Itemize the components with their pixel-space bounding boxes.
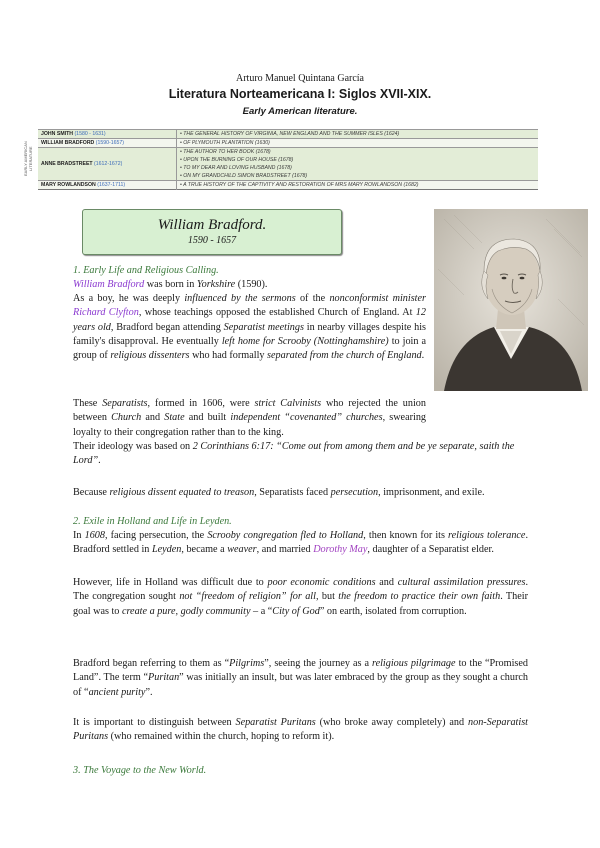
work-cell: • A TRUE HISTORY OF THE CAPTIVITY AND RESTORATION OF MRS MARY ROWLANDSON (1682) — [177, 181, 539, 190]
section-heading-3: 3. The Voyage to the New World. — [73, 765, 207, 776]
table-row — [38, 148, 538, 157]
bradford-dates: 1590 - 1657 — [187, 235, 237, 246]
section-heading-1: 1. Early Life and Religious Calling. — [73, 265, 219, 276]
work-cell: • THE AUTHOR TO HER BOOK (1678) — [177, 148, 539, 157]
author-cell: ANNE BRADSTREET (1612-1672) — [38, 148, 177, 181]
section-heading-2: 2. Exile in Holland and Life in Leyden. — [73, 516, 232, 527]
work-cell: • UPON THE BURNING OF OUR HOUSE (1678) — [180, 157, 294, 163]
author-cell: WILLIAM BRADFORD (1590-1657) — [38, 139, 177, 148]
bradford-name: William Bradford. — [157, 217, 267, 233]
paragraph-ideology: Their ideology was based on 2 Corinthians 6:17: “Come out from among them and be ye separate, saith the Lord”. — [73, 441, 515, 467]
authors-works-table — [38, 129, 538, 190]
bradford-portrait-image — [434, 209, 588, 391]
work-cell: • THE GENERAL HISTORY OF VIRGINIA, NEW ENGLAND AND THE SUMMER ISLES (1624) — [177, 130, 539, 139]
author-cell: JOHN SMITH (1580 - 1631) — [38, 130, 177, 139]
table-row — [38, 139, 538, 148]
course-subtitle: Early American literature. — [242, 106, 358, 117]
paragraph-holland-life: However, life in Holland was difficult due to poor economic conditions and cultural assimilation pressures. The congregation sought not “freedom of religion” for all, but the freedom to practice their own faith. Their goal was to create a pure, godly community – a “City of God” on earth, isolated from corruption. — [73, 577, 529, 617]
paragraph-separatists: These Separatists, formed in 1606, were strict Calvinists who rejected the union between Church and State and built independent “covenanted” churches, swearing loyalty to their congregation rather than to the king. — [73, 398, 427, 438]
paragraph-distinction: It is important to distinguish between Separatist Puritans (who broke away completely) and non-Separatist Puritans (who remained within the church, hoping to reform it). — [73, 717, 528, 743]
author-name: Arturo Manuel Quintana García — [235, 73, 364, 84]
paragraph-pilgrims: Bradford began referring to them as “Pilgrims”, seeing the journey as a religious pilgrimage to the “Promised Land”. The term “Puritan” was initially an insult, but was later embraced by the group as they sought a church of “ancient purity”. — [73, 658, 528, 698]
paragraph-exile: In 1608, facing persecution, the Scrooby congregation fled to Holland, then known for its religious tolerance. Bradford settled in Leyden, became a weaver, and married Dorothy May, daughter of a Separatist elder. — [73, 530, 529, 556]
bradford-title-box — [82, 209, 342, 255]
paragraph-birth: William Bradford was born in Yorkshire (1590). — [73, 279, 268, 290]
table-row — [38, 130, 538, 139]
paragraph-boyhood: As a boy, he was deeply influenced by the sermons of the nonconformist minister Richard Clyfton, whose teachings opposed the established Church of England. At 12 years old, Bradford began attending Separatist meetings in nearby villages despite his family's disapproval. He eventually left home for Scrooby (Nottinghamshire) to join a group of religious dissenters who had formally separated from the church of England. — [73, 293, 427, 362]
work-cell: • TO MY DEAR AND LOVING HUSBAND (1678) — [180, 165, 292, 171]
course-title: Literatura Norteamericana I: Siglos XVII-XIX. — [168, 87, 432, 101]
paragraph-dissent: Because religious dissent equated to treason, Separatists faced persecution, imprisonment, and exile. — [73, 487, 485, 498]
table-side-label: EARLY AMERICAN LITERATURE — [23, 141, 33, 177]
work-cell: • ON MY GRANDCHILD SIMON BRADSTREET (1678) — [180, 173, 308, 179]
author-cell: MARY ROWLANDSON (1637-1711) — [38, 181, 177, 190]
table-row — [38, 181, 538, 190]
work-cell: • OF PLYMOUTH PLANTATION (1630) — [177, 139, 539, 148]
authors-table — [23, 129, 538, 190]
